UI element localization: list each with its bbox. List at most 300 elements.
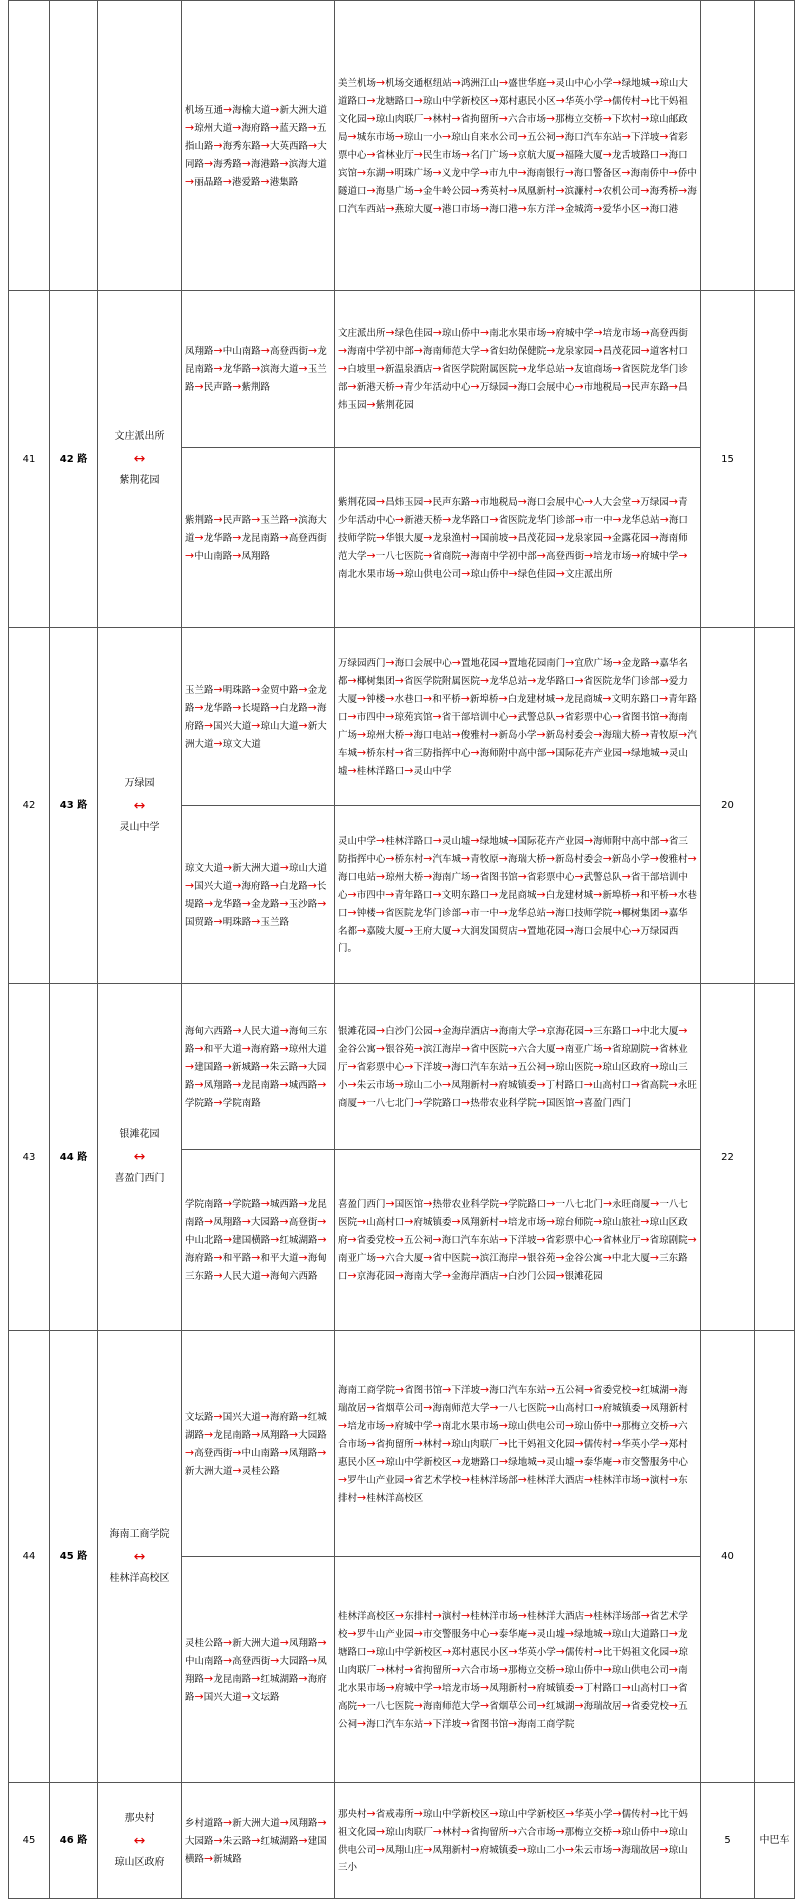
route-roads: 海甸六西路→人民大道→海甸三东路→和平大道→海府路→琼州大道→建国路→新城路→朱云路→大园路→凤翔路→龙昆南路→城西路→学院路→学院南路: [182, 984, 335, 1150]
arrow-icon: →: [470, 834, 480, 847]
arrow-icon: →: [593, 727, 603, 741]
arrow-icon: →: [394, 129, 404, 143]
arrow-icon: →: [555, 1251, 565, 1264]
arrow-icon: →: [545, 1059, 556, 1073]
arrow-icon: →: [376, 1843, 386, 1856]
vehicle-type: [755, 1, 795, 291]
arrow-icon: →: [317, 1445, 327, 1459]
arrow-icon: →: [621, 165, 631, 179]
arrow-icon: →: [441, 1436, 452, 1450]
row-index: 41: [9, 291, 50, 628]
arrow-icon: →: [394, 1269, 404, 1282]
interval-minutes: [701, 1, 755, 291]
table-row: [9, 291, 795, 448]
arrow-icon: →: [555, 201, 565, 215]
arrow-icon: →: [498, 655, 509, 669]
arrow-icon: →: [222, 1059, 232, 1073]
arrow-icon: →: [602, 93, 613, 107]
arrow-icon: →: [260, 344, 270, 357]
arrow-icon: →: [347, 888, 357, 901]
arrow-icon: →: [555, 566, 565, 580]
arrow-icon: →: [223, 1233, 233, 1246]
terminal-start: 银滩花园: [119, 1129, 160, 1140]
row-index: 43: [9, 984, 50, 1331]
arrow-icon: →: [593, 1059, 603, 1073]
arrow-icon: →: [498, 75, 509, 89]
arrow-icon: →: [668, 1662, 679, 1676]
arrow-icon: →: [583, 548, 594, 562]
route-stops: 紫荆花园→昌炜玉园→民声东路→市地税局→海口会展中心→人大会堂→万绿园→青少年活动中心→新港天桥→龙华路口→省医院龙华门诊部→市一中→龙华总站→海口技师学院→华银大厦→龙泉渔村→国前坡→昌茂花园→龙泉家园→金露花园→海南师范大学→一八七医院→省商院→海南中学初中部→高登西街→培龙市场→府城中学→南北水果市场→琼山供电公司→琼山侨中→绿色佳园→文庄派出所: [335, 448, 701, 628]
terminal-end: 灵山中学: [119, 821, 160, 833]
arrow-icon: →: [298, 1251, 308, 1264]
arrow-icon: →: [498, 1197, 509, 1210]
arrow-icon: →: [432, 1418, 442, 1432]
arrow-icon: →: [640, 111, 650, 125]
arrow-icon: →: [232, 878, 242, 892]
arrow-icon: →: [223, 1635, 233, 1649]
arrow-icon: →: [269, 700, 280, 714]
arrow-icon: →: [213, 736, 223, 750]
route-stops: 银滩花园→白沙门公园→金海岸酒店→海南大学→京海花园→三东路口→中北大厦→金谷公寓→银谷苑→滨江海岸→省中医院→六合大厦→南亚广场→省琼剧院→省林业厅→省彩票中心→下洋坡→海口汽车东站→五公祠→琼山医院→琼山区政府→琼山三小→朱云市场→琼山二小→凤翔新村→府城镇委→丁村路口→山高村口→省高院→永旺商厦→一八七北门→学院路口→热带农业科学院→国医馆→喜盈门西门: [335, 984, 701, 1150]
arrow-icon: →: [583, 1023, 594, 1037]
arrow-icon: →: [298, 718, 308, 732]
table-row: [9, 628, 795, 806]
arrow-icon: →: [602, 530, 612, 544]
arrow-icon: →: [508, 1825, 518, 1838]
arrow-icon: →: [317, 1215, 327, 1228]
arrow-icon: →: [659, 709, 669, 723]
arrow-icon: →: [668, 1418, 679, 1432]
arrow-icon: →: [251, 682, 261, 696]
arrow-icon: →: [536, 1023, 546, 1037]
arrow-icon: →: [555, 147, 565, 161]
arrow-icon: →: [185, 174, 195, 188]
arrow-icon: →: [527, 1626, 537, 1640]
arrow-icon: →: [546, 745, 556, 759]
interval-minutes: 20: [701, 628, 755, 984]
arrow-icon: →: [298, 1197, 308, 1210]
arrow-icon: →: [659, 129, 669, 143]
arrow-icon: →: [194, 1689, 204, 1703]
arrow-icon: →: [460, 147, 471, 161]
arrow-icon: →: [279, 1445, 289, 1459]
arrow-icon: →: [395, 1608, 405, 1622]
arrow-icon: →: [279, 896, 289, 910]
arrow-icon: →: [347, 380, 357, 393]
arrow-icon: →: [241, 1215, 251, 1228]
arrow-icon: →: [583, 834, 594, 847]
table-row: [9, 1331, 795, 1557]
arrow-icon: →: [376, 1023, 386, 1037]
arrow-icon: →: [413, 1436, 423, 1450]
arrow-icon: →: [536, 727, 546, 741]
arrow-icon: →: [678, 1023, 688, 1037]
arrow-icon: →: [432, 1023, 442, 1037]
arrow-icon: →: [185, 1445, 195, 1459]
arrow-icon: →: [307, 138, 318, 152]
arrow-icon: →: [413, 1698, 423, 1712]
arrow-icon: →: [432, 1825, 442, 1838]
arrow-icon: →: [395, 1382, 405, 1396]
vehicle-type: [755, 628, 795, 984]
arrow-icon: →: [621, 745, 632, 759]
arrow-icon: →: [650, 1197, 660, 1210]
arrow-icon: →: [423, 111, 433, 125]
arrow-icon: →: [404, 924, 414, 937]
route-stops: 万绿园西门→海口会展中心→置地花园→置地花园南门→宜欣广场→金龙路→嘉华名都→椰树集团→省医学院附属医院→龙华总站→龙华路口→省医院龙华门诊部→爱力大厦→钟楼→水巷口→和平桥→新埠桥→白龙建材城→龙昆商城→文明东路口→青年路口→市四中→琼苑宾馆→省干部培训中心→武警总队→省彩票中心→省图书馆→海南广场→琼州大桥→海口电站→俊雅村→新岛小学→新岛村委会→海瑞大桥→青牧原→汽车城→桥东村→省三防指挥中心→海师附中高中部→国际花卉产业园→绿地城→灵山墟→桂林洋路口→灵山中学: [335, 628, 701, 806]
arrow-icon: →: [347, 763, 357, 777]
arrow-icon: →: [413, 183, 423, 197]
arrow-icon: →: [213, 344, 223, 357]
arrow-icon: →: [489, 1626, 499, 1640]
arrow-icon: →: [460, 852, 471, 865]
arrow-icon: →: [232, 700, 242, 714]
arrow-icon: →: [593, 1215, 603, 1228]
arrow-icon: →: [204, 1427, 214, 1441]
arrow-icon: →: [213, 362, 223, 375]
interval-minutes: 22: [701, 984, 755, 1331]
vehicle-type: [755, 1331, 795, 1783]
arrow-icon: →: [298, 1833, 308, 1847]
arrow-icon: →: [631, 1382, 641, 1396]
arrow-icon: →: [394, 1077, 404, 1091]
arrow-icon: →: [451, 111, 461, 125]
arrow-icon: →: [564, 1626, 575, 1640]
route-terminals: [98, 291, 182, 628]
route-number: 46 路: [50, 1783, 98, 1899]
arrow-icon: →: [498, 1454, 509, 1468]
arrow-icon: →: [432, 362, 442, 375]
arrow-icon: →: [376, 75, 386, 89]
arrow-icon: →: [366, 93, 376, 107]
arrow-icon: →: [213, 914, 223, 928]
arrow-icon: →: [385, 888, 395, 901]
arrow-icon: →: [479, 673, 490, 687]
arrow-icon: →: [223, 860, 233, 874]
arrow-icon: →: [602, 1626, 612, 1640]
bidirectional-arrow-icon: ↔: [133, 451, 146, 467]
arrow-icon: →: [366, 1807, 376, 1820]
arrow-icon: →: [451, 1215, 461, 1228]
arrow-icon: →: [270, 102, 280, 116]
route-stops: 海南工商学院→省图书馆→下洋坡→海口汽车东站→五公祠→省委党校→红城湖→海瑞故居→省烟草公司→海南师范大学→一八七医院→山高村口→府城镇委→凤翔新村→培龙市场→府城中学→南北水果市场→琼山供电公司→琼山侨中→那梅立交桥→六合市场→省拘留所→林村→琼山肉联厂→比干妈祖文化园→儒传村→华英小学→郑村惠民小区→琼山中学新校区→龙塘路口→绿地城→灵山墟→泰华庵→市交警服务中心→罗牛山产业园→省艺术学校→桂林洋场部→桂林洋大酒店→桂林洋市场→演村→东排村→桂林洋高校区: [335, 1331, 701, 1557]
arrow-icon: →: [631, 924, 641, 937]
arrow-icon: →: [602, 1041, 612, 1055]
arrow-icon: →: [376, 1825, 386, 1838]
arrow-icon: →: [574, 1454, 584, 1468]
arrow-icon: →: [508, 1059, 518, 1073]
arrow-icon: →: [307, 700, 317, 714]
arrow-icon: →: [498, 1418, 508, 1432]
arrow-icon: →: [404, 1059, 414, 1073]
arrow-icon: →: [498, 1215, 508, 1228]
arrow-icon: →: [489, 1023, 499, 1037]
bidirectional-arrow-icon: ↔: [133, 1548, 146, 1565]
arrow-icon: →: [213, 512, 223, 526]
arrow-icon: →: [307, 878, 317, 892]
arrow-icon: →: [251, 914, 261, 928]
arrow-icon: →: [366, 147, 376, 161]
arrow-icon: →: [612, 512, 622, 526]
arrow-icon: →: [460, 1041, 471, 1055]
arrow-icon: →: [498, 852, 508, 865]
arrow-icon: →: [565, 655, 575, 669]
route-number: 43 路: [50, 628, 98, 984]
arrow-icon: →: [204, 156, 214, 170]
arrow-icon: →: [621, 129, 631, 143]
route-stops: 桂林洋高校区→东排村→演村→桂林洋市场→桂林洋大酒店→桂林洋场部→省艺术学校→罗牛山产业园→市交警服务中心→泰华庵→灵山墟→绿地城→琼山大道路口→龙塘路口→琼山中学新校区→郑村惠民小区→华英小学→儒传村→比干妈祖文化园→琼山肉联厂→林村→省拘留所→六合市场→那梅立交桥→琼山侨中→琼山供电公司→南北水果市场→府城中学→培龙市场→凤翔新村→府城镇委→丁村路口→山高村口→省高院→一八七医院→海南师范大学→省烟草公司→红城湖→海瑞故居→省委党校→五公祠→海口汽车东站→下洋坡→省图书馆→海南工商学院: [335, 1557, 701, 1783]
arrow-icon: →: [347, 709, 357, 723]
vehicle-type: [755, 291, 795, 628]
arrow-icon: →: [460, 1825, 471, 1838]
route-roads: 灵桂公路→新大洲大道→凤翔路→中山南路→高登西街→大园路→凤翔路→龙昆南路→红城湖路→海府路→国兴大道→文坛路: [182, 1557, 335, 1783]
arrow-icon: →: [678, 727, 688, 741]
arrow-icon: →: [375, 906, 385, 919]
arrow-icon: →: [376, 494, 386, 508]
arrow-icon: →: [269, 878, 280, 892]
arrow-icon: →: [441, 1059, 452, 1073]
arrow-icon: →: [376, 1454, 386, 1468]
arrow-icon: →: [251, 1833, 261, 1847]
arrow-icon: →: [545, 852, 556, 865]
arrow-icon: →: [546, 326, 556, 339]
arrow-icon: →: [612, 1436, 622, 1450]
arrow-icon: →: [223, 1197, 233, 1210]
arrow-icon: →: [194, 700, 204, 714]
arrow-icon: →: [650, 655, 660, 669]
arrow-icon: →: [251, 512, 261, 526]
arrow-icon: →: [260, 1197, 270, 1210]
arrow-icon: →: [479, 326, 490, 339]
table-row: [9, 1783, 795, 1899]
arrow-icon: →: [385, 201, 395, 215]
arrow-icon: →: [279, 1215, 289, 1228]
route-roads: 文坛路→国兴大道→海府路→红城湖路→龙昆南路→凤翔路→大园路→高登西街→中山南路→凤翔路→新大洲大道→灵桂公路: [182, 1331, 335, 1557]
arrow-icon: →: [394, 380, 404, 393]
arrow-icon: →: [451, 727, 461, 741]
arrow-icon: →: [546, 1382, 556, 1396]
arrow-icon: →: [185, 120, 195, 134]
arrow-icon: →: [451, 655, 461, 669]
arrow-icon: →: [517, 924, 527, 937]
arrow-icon: →: [241, 1041, 251, 1055]
arrow-icon: →: [621, 1680, 631, 1694]
arrow-icon: →: [213, 138, 223, 152]
arrow-icon: →: [489, 1077, 499, 1091]
arrow-icon: →: [593, 888, 603, 901]
arrow-icon: →: [204, 896, 214, 910]
table-row: [9, 984, 795, 1150]
arrow-icon: →: [631, 494, 641, 508]
route-terminals: [98, 1783, 182, 1899]
arrow-icon: →: [659, 1825, 669, 1838]
arrow-icon: →: [423, 852, 433, 865]
arrow-icon: →: [347, 1077, 357, 1091]
route-number: 42 路: [50, 291, 98, 628]
arrow-icon: →: [508, 1644, 518, 1658]
arrow-icon: →: [659, 906, 669, 919]
arrow-icon: →: [470, 870, 480, 883]
arrow-icon: →: [423, 1400, 433, 1414]
arrow-icon: →: [423, 548, 433, 562]
arrow-icon: →: [404, 1215, 414, 1228]
terminal-start: 海南工商学院: [109, 1528, 170, 1540]
arrow-icon: →: [612, 75, 622, 89]
arrow-icon: →: [241, 156, 251, 170]
arrow-icon: →: [517, 1608, 527, 1622]
arrow-icon: →: [376, 530, 386, 544]
bidirectional-arrow-icon: ↔: [133, 797, 146, 814]
arrow-icon: →: [555, 530, 565, 544]
arrow-icon: →: [223, 102, 233, 116]
arrow-icon: →: [517, 1251, 527, 1264]
arrow-icon: →: [385, 691, 395, 705]
route-stops: 文庄派出所→绿色佳园→琼山侨中→南北水果市场→府城中学→培龙市场→高登西街→海南中学初中部→海南师范大学→省妇幼保健院→龙泉家园→昌茂花园→道客村口→白坡里→新温泉酒店→省医学院附属医院→龙华总站→友谊商场→省医院龙华门诊部→新港天桥→青少年活动中心→万绿园→海口会展中心→市地税局→民声东路→昌炜玉园→紫荆花园: [335, 291, 701, 448]
arrow-icon: →: [357, 691, 367, 705]
arrow-icon: →: [460, 691, 470, 705]
arrow-icon: →: [385, 326, 395, 339]
arrow-icon: →: [395, 566, 405, 580]
arrow-icon: →: [347, 1233, 357, 1246]
arrow-icon: →: [279, 1023, 289, 1037]
arrow-icon: →: [413, 1041, 423, 1055]
arrow-icon: →: [317, 1233, 327, 1246]
terminal-end: 紫荆花园: [119, 475, 160, 486]
arrow-icon: →: [347, 673, 357, 687]
arrow-icon: →: [376, 870, 386, 883]
arrow-icon: →: [460, 1716, 471, 1730]
arrow-icon: →: [545, 1215, 556, 1228]
arrow-icon: →: [376, 1251, 386, 1264]
arrow-icon: →: [223, 1815, 233, 1829]
arrow-icon: →: [565, 1807, 575, 1820]
arrow-icon: →: [498, 1233, 508, 1246]
arrow-icon: →: [395, 512, 405, 526]
arrow-icon: →: [593, 201, 603, 215]
route-roads: 机场互通→海榆大道→新大洲大道→琼州大道→海府路→蓝天路→五指山路→海秀东路→大英西路→大同路→海秀路→海港路→滨海大道→丽晶路→港爱路→港集路: [182, 1, 335, 291]
arrow-icon: →: [413, 344, 423, 357]
arrow-icon: →: [298, 1409, 308, 1423]
arrow-icon: →: [251, 1427, 261, 1441]
arrow-icon: →: [451, 924, 461, 937]
arrow-icon: →: [602, 691, 612, 705]
arrow-icon: →: [357, 745, 367, 759]
arrow-icon: →: [612, 1807, 622, 1820]
arrow-icon: →: [593, 183, 603, 197]
arrow-icon: →: [375, 362, 385, 375]
arrow-icon: →: [260, 1059, 270, 1073]
route-stops: 喜盈门西门→国医馆→热带农业科学院→学院路口→一八七北门→永旺商厦→一八七医院→山高村口→府城镇委→凤翔新村→培龙市场→琼台师院→琼山旅社→琼山区政府→省委党校→五公祠→海口汽车东站→下洋坡→省彩票中心→省林业厅→省琼剧院→南亚广场→六合大厦→省中医院→滨江海岸→银谷苑→金谷公寓→中北大厦→三东路口→京海花园→海南大学→金海岸酒店→白沙门公园→银滩花园: [335, 1150, 701, 1331]
table-row: [9, 1, 795, 291]
arrow-icon: →: [555, 1041, 565, 1055]
arrow-icon: →: [298, 362, 308, 375]
arrow-icon: →: [612, 362, 622, 375]
arrow-icon: →: [546, 75, 556, 89]
arrow-icon: →: [583, 494, 594, 508]
vehicle-type: [755, 984, 795, 1331]
arrow-icon: →: [668, 1472, 679, 1486]
arrow-icon: →: [404, 1472, 414, 1486]
arrow-icon: →: [517, 201, 527, 215]
arrow-icon: →: [649, 852, 660, 865]
arrow-icon: →: [317, 1077, 327, 1091]
arrow-icon: →: [602, 147, 612, 161]
arrow-icon: →: [279, 1815, 289, 1829]
arrow-icon: →: [498, 111, 508, 125]
arrow-icon: →: [366, 183, 376, 197]
arrow-icon: →: [479, 344, 490, 357]
arrow-icon: →: [612, 655, 622, 669]
arrow-icon: →: [423, 1197, 433, 1210]
arrow-icon: →: [194, 1041, 204, 1055]
arrow-icon: →: [489, 1807, 499, 1820]
arrow-icon: →: [612, 906, 622, 919]
arrow-icon: →: [413, 147, 423, 161]
arrow-icon: →: [536, 1233, 546, 1246]
arrow-icon: →: [470, 494, 480, 508]
arrow-icon: →: [441, 129, 452, 143]
arrow-icon: →: [640, 183, 650, 197]
arrow-icon: →: [678, 183, 688, 197]
arrow-icon: →: [650, 75, 660, 89]
arrow-icon: →: [260, 138, 270, 152]
arrow-icon: →: [442, 1644, 452, 1658]
arrow-icon: →: [517, 1843, 527, 1856]
arrow-icon: →: [536, 548, 546, 562]
arrow-icon: →: [376, 1041, 386, 1055]
arrow-icon: →: [404, 727, 414, 741]
arrow-icon: →: [612, 709, 622, 723]
arrow-icon: →: [583, 1382, 594, 1396]
arrow-icon: →: [574, 512, 584, 526]
arrow-icon: →: [508, 147, 518, 161]
arrow-icon: →: [366, 1644, 376, 1658]
arrow-icon: →: [423, 530, 433, 544]
arrow-icon: →: [593, 1400, 603, 1414]
terminal-start: 那央村: [124, 1812, 155, 1824]
arrow-icon: →: [536, 888, 546, 901]
arrow-icon: →: [517, 870, 527, 883]
arrow-icon: →: [536, 1095, 546, 1109]
arrow-icon: →: [612, 1454, 622, 1468]
arrow-icon: →: [546, 1197, 556, 1210]
arrow-icon: →: [194, 1077, 204, 1091]
bus-route-table: [8, 0, 795, 1899]
arrow-icon: →: [357, 924, 367, 937]
terminal-start: 万绿园: [124, 777, 155, 789]
arrow-icon: →: [385, 709, 395, 723]
arrow-icon: →: [423, 1843, 433, 1856]
arrow-icon: →: [385, 1418, 395, 1432]
arrow-icon: →: [593, 1644, 603, 1658]
arrow-icon: →: [659, 834, 669, 847]
arrow-icon: →: [640, 1608, 650, 1622]
arrow-icon: →: [232, 380, 242, 393]
arrow-icon: →: [307, 1653, 318, 1667]
arrow-icon: →: [564, 924, 575, 937]
arrow-icon: →: [251, 362, 261, 375]
arrow-icon: →: [668, 1382, 679, 1396]
arrow-icon: →: [574, 870, 584, 883]
arrow-icon: →: [479, 1680, 490, 1694]
arrow-icon: →: [366, 1436, 376, 1450]
arrow-icon: →: [649, 1059, 660, 1073]
route-stops: 灵山中学→桂林洋路口→灵山墟→绿地城→国际花卉产业园→海师附中高中部→省三防指挥中心→桥东村→汽车城→青牧原→海瑞大桥→新岛村委会→新岛小学→俊雅村→海口电站→琼州大桥→海南广场→省图书馆→省彩票中心→武警总队→省干部培训中心→市四中→青年路口→文明东路口→龙昆商城→白龙建材城→新埠桥→和平桥→水巷口→钟楼→省医院龙华门诊部→市一中→龙华总站→海口技师学院→椰树集团→嘉华名都→嘉陵大厦→王府大厦→大润发国贸店→置地花园→海口会展中心→万绿园西门。: [335, 806, 701, 984]
arrow-icon: →: [394, 745, 404, 759]
arrow-icon: →: [621, 380, 631, 393]
arrow-icon: →: [498, 906, 508, 919]
arrow-icon: →: [489, 888, 499, 901]
